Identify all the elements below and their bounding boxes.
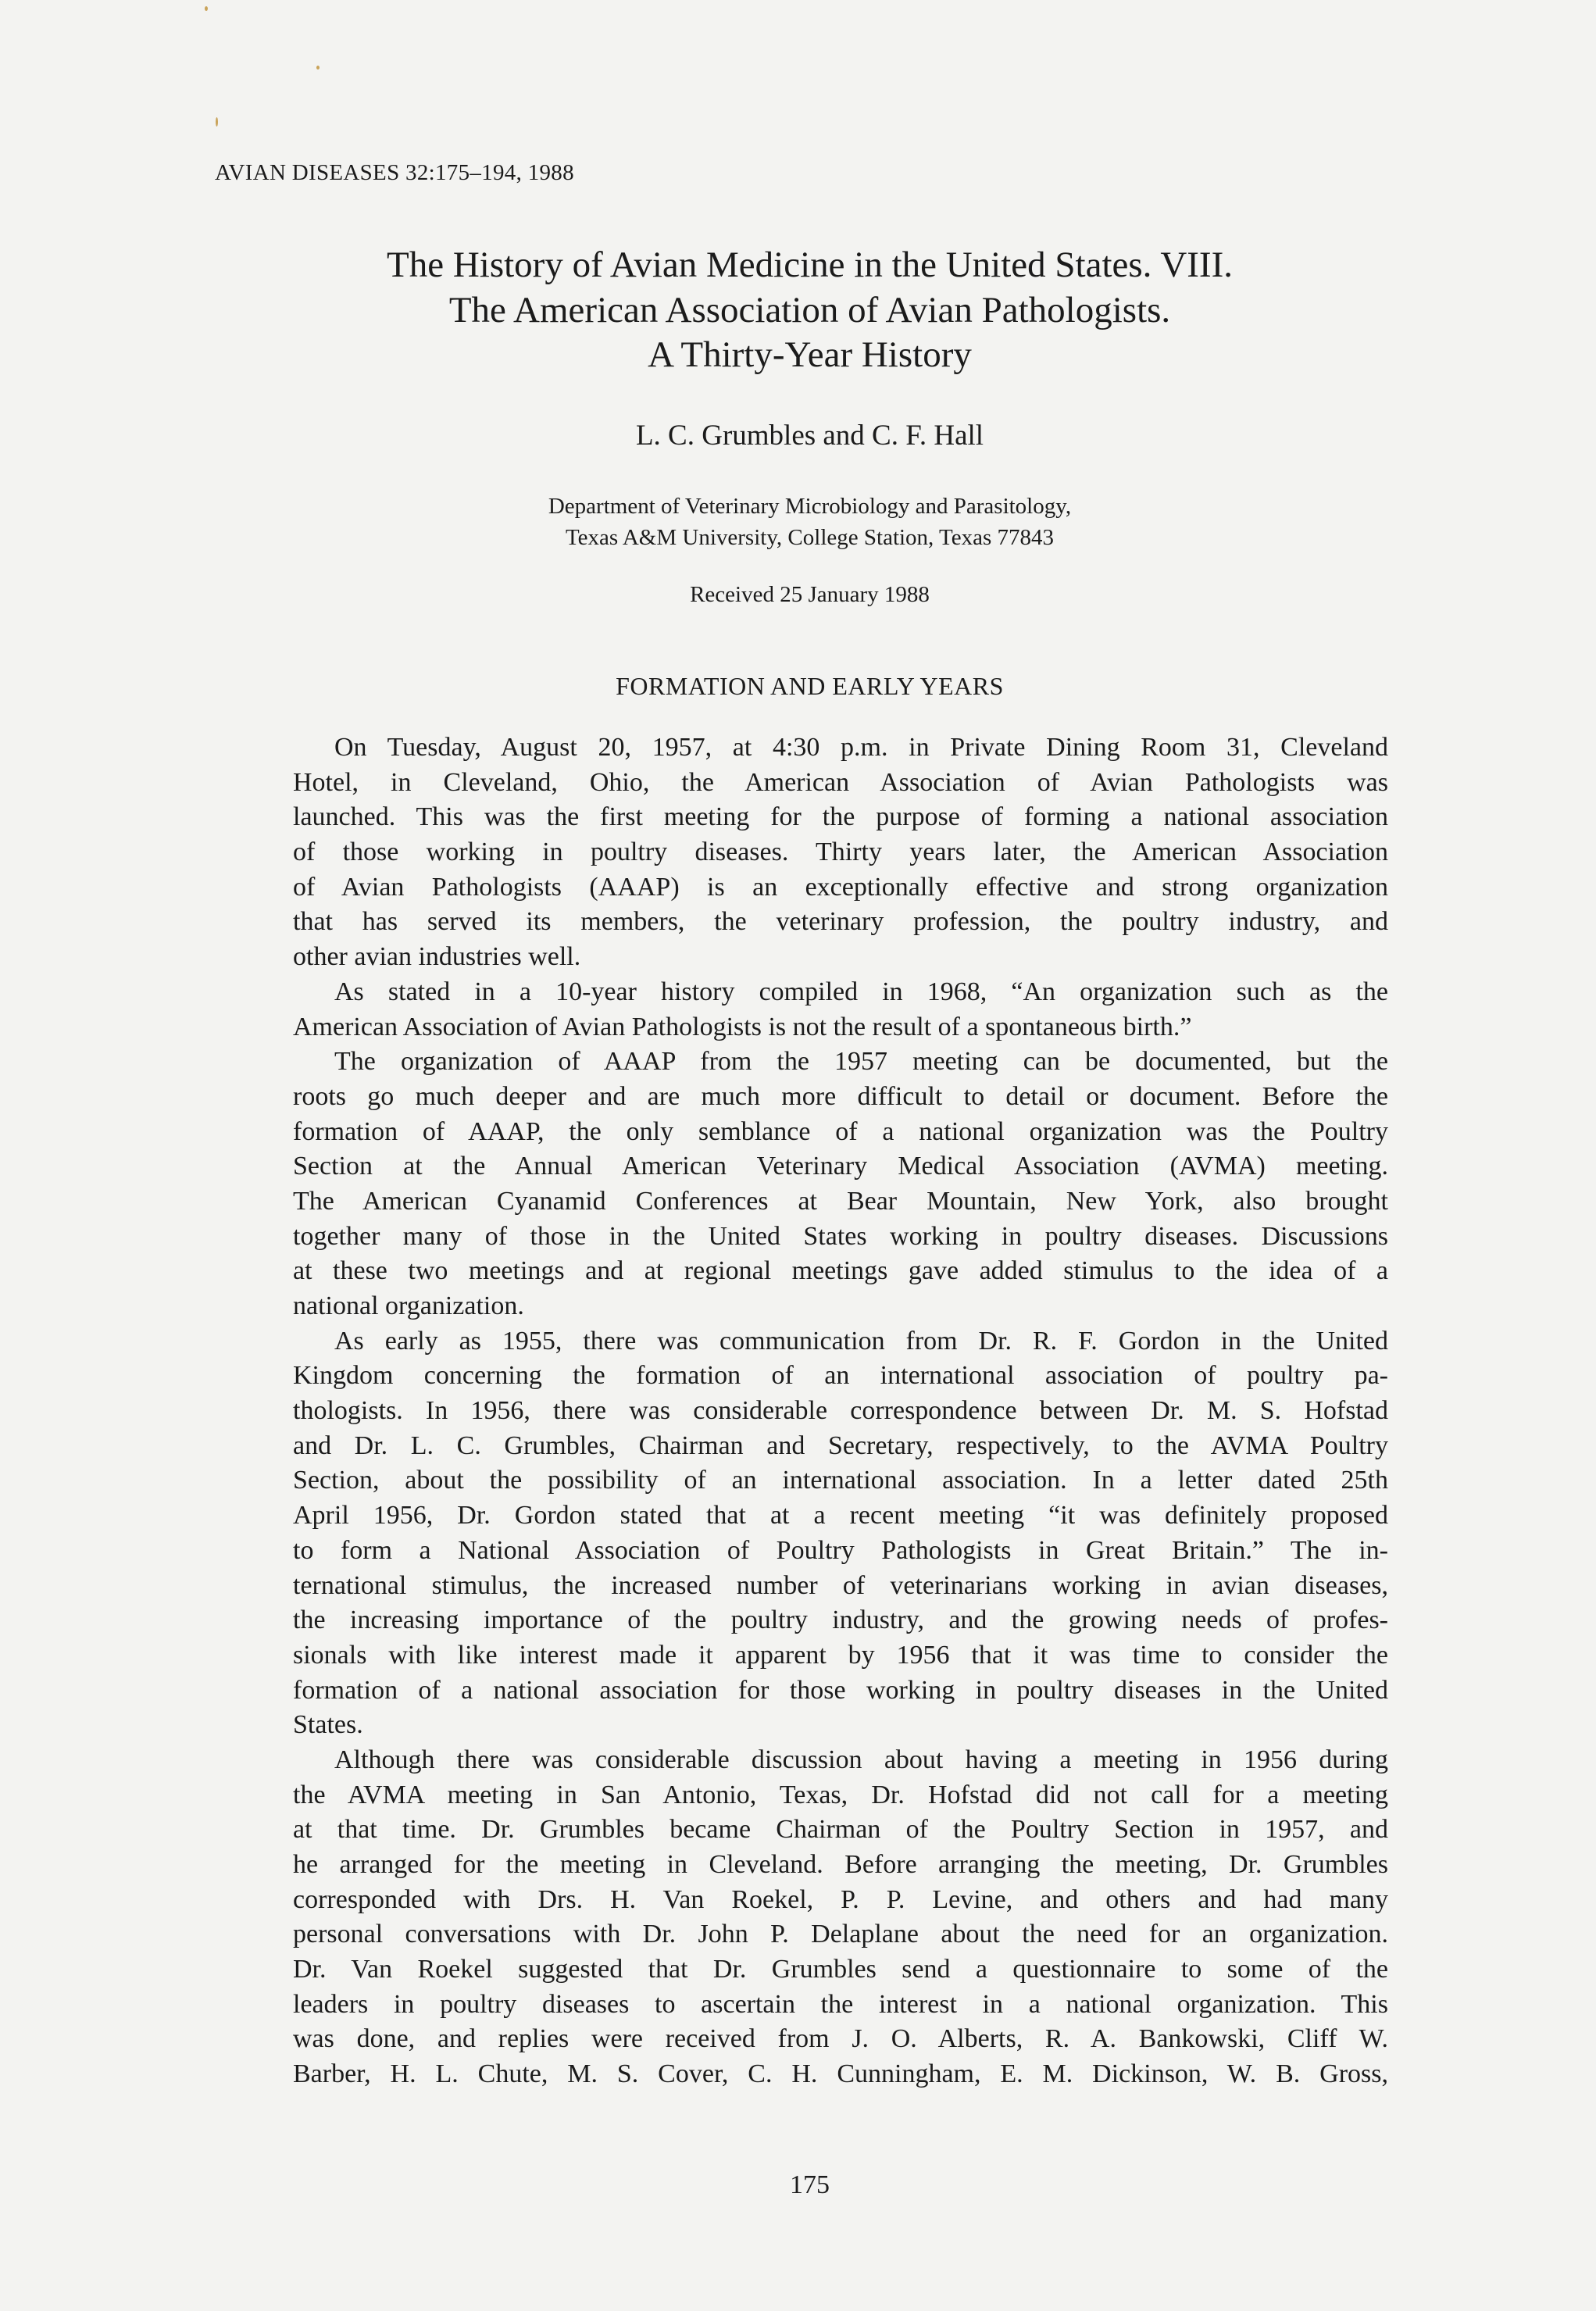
running-head: AVIAN DISEASES 32:175–194, 1988 — [215, 160, 574, 185]
received-date: Received 25 January 1988 — [690, 582, 930, 607]
article-title-line: The History of Avian Medicine in the United States. VIII. — [387, 245, 1233, 285]
paper-speck — [316, 66, 320, 70]
text-line: corresponded with Drs. H. Van Roekel, P. P. Levine, and others and had many — [293, 1884, 1388, 1914]
section-heading: FORMATION AND EARLY YEARS — [616, 672, 1004, 700]
text-line: was done, and replies were received from J. O. Alberts, R. A. Bankowski, Cliff W. — [293, 2024, 1388, 2054]
authors: L. C. Grumbles and C. F. Hall — [635, 420, 984, 452]
text-line: he arranged for the meeting in Cleveland. Before arranging the meeting, Dr. Grumbles — [293, 1850, 1388, 1879]
text-line: formation of AAAP, the only semblance of a national organization was the Poultry — [293, 1116, 1388, 1146]
text-line: together many of those in the United States working in poultry diseases. Discussions — [293, 1221, 1388, 1251]
text-line: other avian industries well. — [293, 942, 581, 972]
text-line: thologists. In 1956, there was considerable correspondence between Dr. M. S. Hofstad — [293, 1396, 1388, 1426]
page-number: 175 — [790, 2170, 830, 2199]
text-line: Barber, H. L. Chute, M. S. Cover, C. H. Cunningham, E. M. Dickinson, W. B. Gross, — [293, 2059, 1388, 2089]
text-line: Section, about the possibility of an international association. In a letter dated 25th — [293, 1466, 1388, 1495]
paragraph — [293, 1045, 1388, 1324]
paragraph — [293, 730, 1388, 975]
paragraph — [293, 1743, 1388, 2092]
text-line: States. — [293, 1710, 363, 1740]
text-line: American Association of Avian Pathologists is not the result of a spontaneous birth.” — [293, 1012, 1192, 1041]
text-line: Hotel, in Cleveland, Ohio, the American Association of Avian Pathologists was — [293, 767, 1388, 797]
text-line: The American Cyanamid Conferences at Bear Mountain, New York, also brought — [293, 1186, 1388, 1216]
affiliation-line: Department of Veterinary Microbiology and Parasitology, — [548, 494, 1072, 519]
text-line: leaders in poultry diseases to ascertain the interest in a national organization. This — [293, 1989, 1388, 2019]
paragraph — [293, 975, 1388, 1045]
text-line: Although there was considerable discussion about having a meeting in 1956 during — [334, 1745, 1388, 1774]
text-line: of Avian Pathologists (AAAP) is an exceptionally effective and strong organization — [293, 872, 1388, 902]
text-line: at these two meetings and at regional meetings gave added stimulus to the idea of a — [293, 1256, 1388, 1286]
article-title-line: The American Association of Avian Pathologists. — [448, 290, 1171, 330]
text-line: As stated in a 10-year history compiled in 1968, “An organization such as the — [334, 977, 1388, 1006]
text-line: national organization. — [293, 1291, 524, 1320]
text-line: roots go much deeper and are much more difficult to detail or document. Before the — [293, 1081, 1388, 1111]
text-line: of those working in poultry diseases. Thirty years later, the American Association — [293, 838, 1388, 867]
text-line: The organization of AAAP from the 1957 meeting can be documented, but the — [334, 1047, 1388, 1077]
text-line: and Dr. L. C. Grumbles, Chairman and Secretary, respectively, to the AVMA Poultry — [293, 1431, 1388, 1460]
text-line: personal conversations with Dr. John P. Delaplane about the need for an organization. — [293, 1920, 1388, 1949]
text-line: launched. This was the first meeting for the purpose of forming a national association — [293, 802, 1388, 832]
text-line: that has served its members, the veterinary profession, the poultry industry, and — [293, 907, 1388, 937]
paper-speck — [205, 6, 208, 11]
text-line: formation of a national association for those working in poultry diseases in the United — [293, 1675, 1388, 1705]
text-line: April 1956, Dr. Gordon stated that at a recent meeting “it was definitely proposed — [293, 1501, 1388, 1531]
article-title-line: A Thirty-Year History — [648, 334, 972, 375]
text-line: As early as 1955, there was communication from Dr. R. F. Gordon in the United — [334, 1326, 1388, 1356]
text-line: ternational stimulus, the increased number of veterinarians working in avian diseases, — [293, 1570, 1388, 1600]
text-line: sionals with like interest made it apparent by 1956 that it was time to consider the — [293, 1640, 1388, 1670]
text-line: On Tuesday, August 20, 1957, at 4:30 p.m. in Private Dining Room 31, Cleveland — [334, 733, 1388, 762]
text-line: the increasing importance of the poultry industry, and the growing needs of profes- — [293, 1606, 1388, 1635]
paragraph — [293, 1324, 1388, 1743]
paper-speck — [216, 117, 218, 127]
text-line: to form a National Association of Poultry Pathologists in Great Britain.” The in- — [293, 1535, 1388, 1565]
text-line: the AVMA meeting in San Antonio, Texas, Dr. Hofstad did not call for a meeting — [293, 1780, 1388, 1809]
text-line: at that time. Dr. Grumbles became Chairman of the Poultry Section in 1957, and — [293, 1815, 1388, 1845]
affiliation-line: Texas A&M University, College Station, Texas 77843 — [565, 525, 1054, 550]
body-text — [293, 730, 1388, 2092]
text-line: Dr. Van Roekel suggested that Dr. Grumbles send a questionnaire to some of the — [293, 1955, 1388, 1984]
text-line: Kingdom concerning the formation of an international association of poultry pa- — [293, 1361, 1388, 1391]
text-line: Section at the Annual American Veterinary Medical Association (AVMA) meeting. — [293, 1152, 1388, 1181]
